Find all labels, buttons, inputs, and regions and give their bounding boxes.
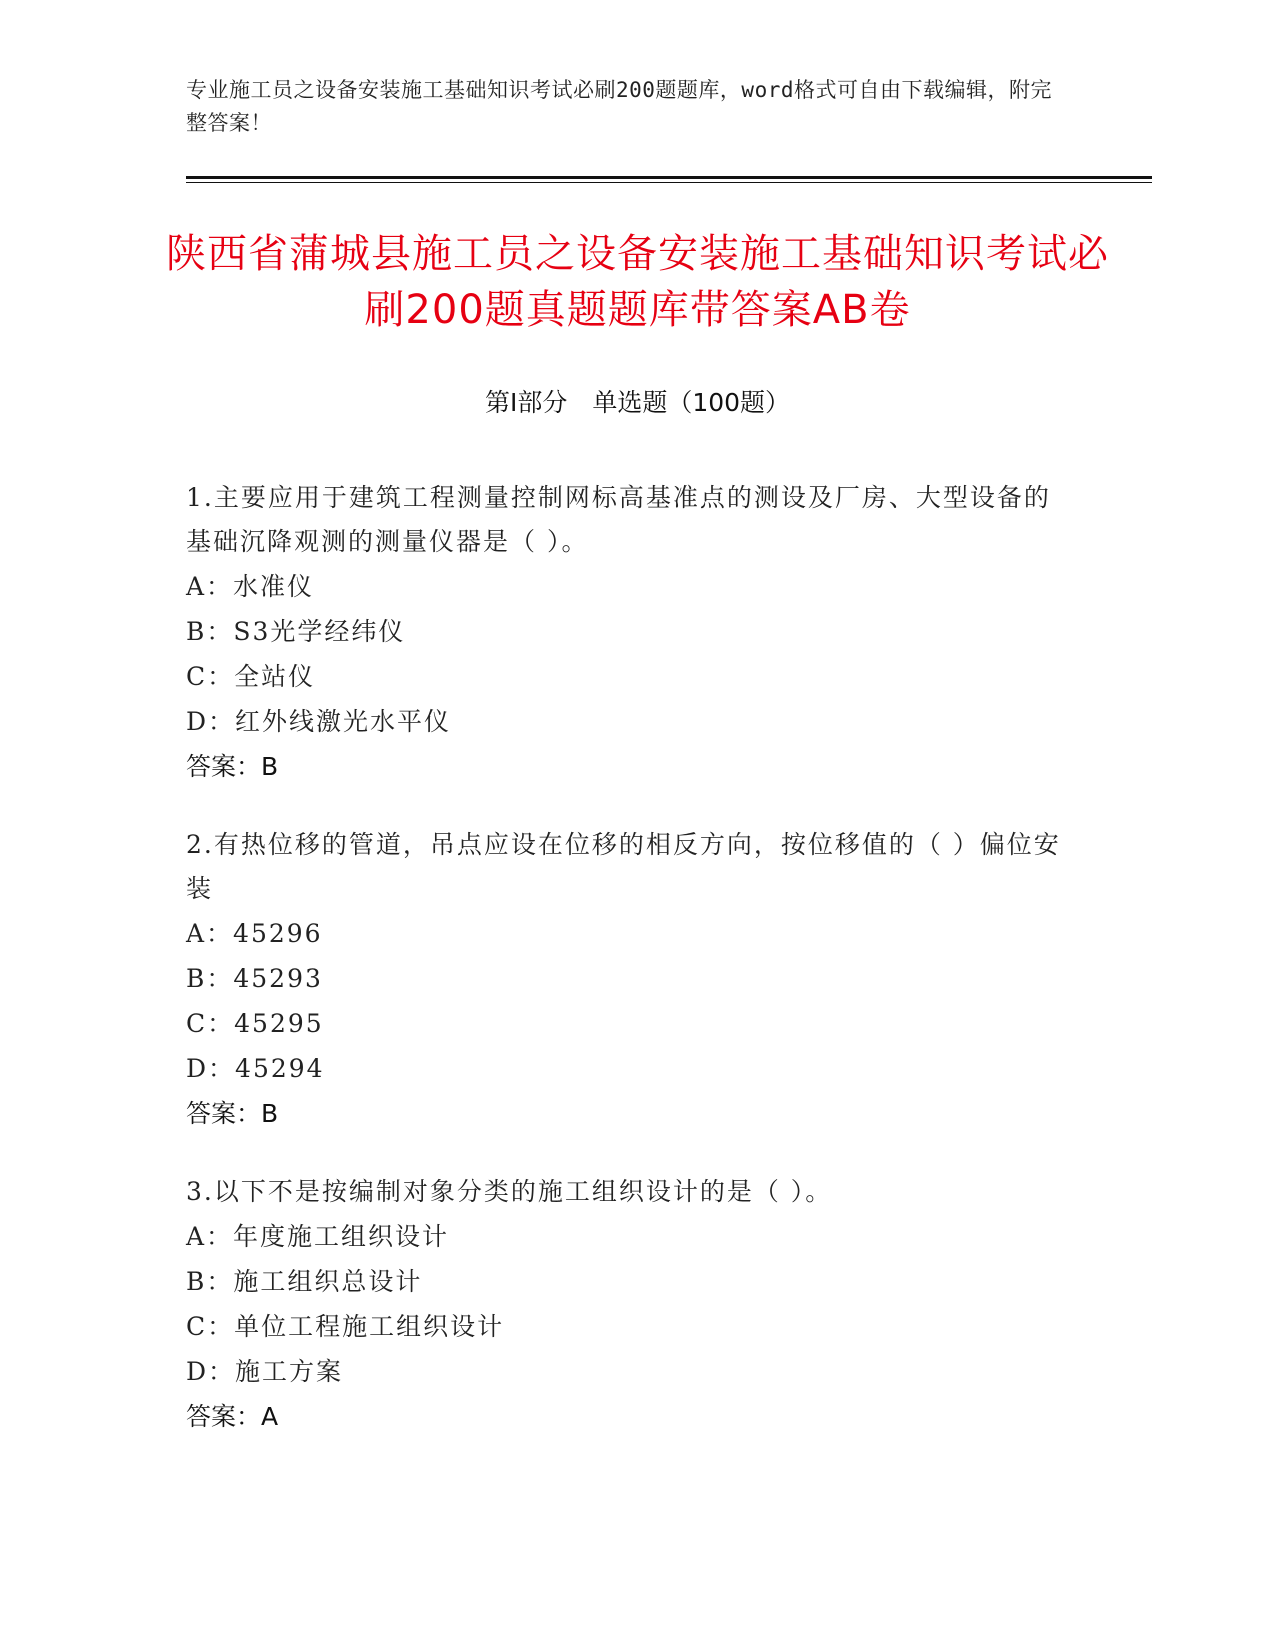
answer: 答案：A bbox=[186, 1402, 279, 1431]
document-title: 陕西省蒲城县施工员之设备安装施工基础知识考试必刷200题真题题库带答案AB卷 bbox=[166, 231, 1109, 333]
option-b: B：施工组织总设计 bbox=[186, 1267, 423, 1296]
option-a: A：45296 bbox=[186, 919, 323, 948]
option-d: D：施工方案 bbox=[186, 1357, 344, 1386]
section-title: 第I部分 单选题（100题） bbox=[484, 388, 791, 417]
question-stem: 2.有热位移的管道，吊点应设在位移的相反方向，按位移值的（ ）偏位安装 bbox=[186, 830, 1061, 903]
question-list bbox=[186, 476, 1066, 1473]
option-d: D：45294 bbox=[186, 1054, 325, 1083]
option-a: A：水准仪 bbox=[186, 572, 315, 601]
option-c: C：45295 bbox=[186, 1009, 324, 1038]
option-d: D：红外线激光水平仪 bbox=[186, 707, 452, 736]
answer: 答案：B bbox=[186, 752, 279, 781]
option-c: C：单位工程施工组织设计 bbox=[186, 1312, 505, 1341]
answer: 答案：B bbox=[186, 1099, 279, 1128]
question-stem: 1.主要应用于建筑工程测量控制网标高基准点的测设及厂房、大型设备的基础沉降观测的测量仪器是（ ）。 bbox=[186, 483, 1051, 556]
header-note: 专业施工员之设备安装施工基础知识考试必刷200题题库，word格式可自由下载编辑，附完整答案！ bbox=[186, 78, 1052, 135]
option-c: C：全站仪 bbox=[186, 662, 316, 691]
header-divider-thin bbox=[186, 182, 1152, 183]
option-a: A：年度施工组织设计 bbox=[186, 1222, 450, 1251]
option-b: B：45293 bbox=[186, 964, 323, 993]
question-1 bbox=[186, 476, 1066, 789]
question-2 bbox=[186, 823, 1066, 1136]
question-3 bbox=[186, 1170, 1066, 1439]
question-stem: 3.以下不是按编制对象分类的施工组织设计的是（ ）。 bbox=[186, 1177, 833, 1206]
header-divider-thick bbox=[186, 176, 1152, 179]
option-b: B：S3光学经纬仪 bbox=[186, 617, 406, 646]
